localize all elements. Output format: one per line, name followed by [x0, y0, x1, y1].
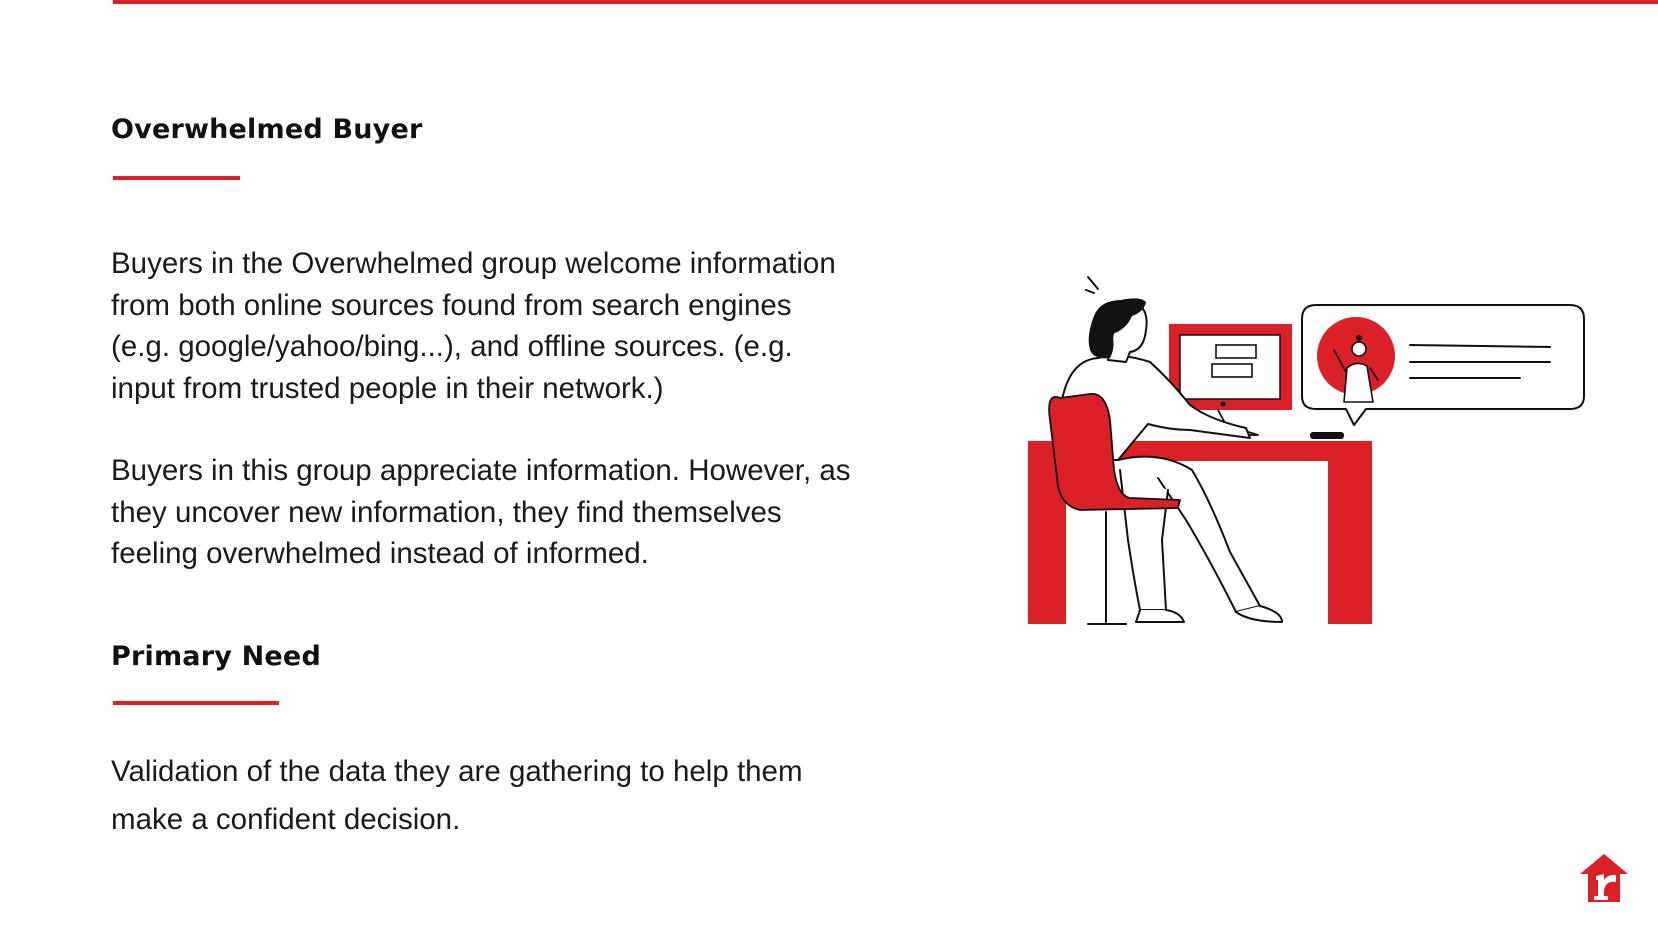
section-heading-overwhelmed-buyer: Overwhelmed Buyer: [111, 114, 423, 145]
heading-underline-1: [113, 176, 240, 180]
top-accent-rule: [113, 0, 1658, 4]
description-paragraph-1: Buyers in the Overwhelmed group welcome information from both online sources found from search engines (e.g. google/yahoo/bing...), and offline sources. (e.g. input from trusted people in their network.): [111, 247, 836, 405]
person-at-computer-chat-illustration: [1020, 262, 1590, 632]
house-r-logo: [1578, 852, 1630, 904]
section-heading-primary-need: Primary Need: [111, 641, 321, 672]
description-paragraph-2: Buyers in this group appreciate information. However, as they uncover new information, they find themselves feeling overwhelmed instead of informed.: [111, 454, 851, 570]
heading-underline-2: [113, 701, 279, 705]
primary-need-paragraph: Validation of the data they are gathering to help them make a confident decision.: [111, 755, 803, 836]
